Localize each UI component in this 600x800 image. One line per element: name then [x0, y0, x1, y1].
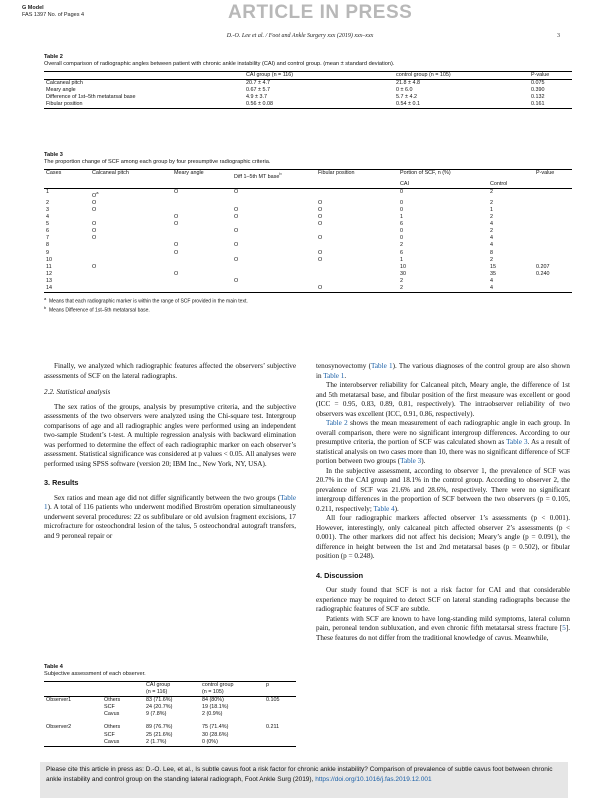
table-cell: 0.105 [266, 697, 280, 704]
paragraph: In the subjective assessment, according to observer 1, the prevalence of SCF was 20.7% in the CAI group and 18.1% in the control group. According to observer 2, the prevalence of SCF was 21.6% and 28.6%, respectively. There were no significant intergroup differences in the proportion of SCF between the two observers (p = 0.105, 0.211, respectively; Table 4). [316, 466, 570, 513]
table-cell: Fibular position [46, 101, 83, 108]
table-cell [232, 235, 316, 242]
table-row [44, 732, 296, 739]
table-3-link[interactable]: Table 3 [400, 457, 422, 465]
table-cell: 0 [400, 228, 403, 235]
table-cell [534, 188, 572, 199]
table-row [44, 214, 572, 221]
table-cell: 6 [400, 221, 403, 228]
table-cell: SCF [104, 704, 115, 711]
table-cell [172, 278, 232, 285]
table-row [44, 207, 572, 214]
paragraph: tenosynovectomy (Table 1). The various diagnoses of the control group are also shown in Table 1. [316, 362, 570, 380]
table-row [44, 94, 572, 101]
table-cell: O [318, 249, 323, 256]
table-cell [316, 242, 398, 249]
table-row [44, 257, 572, 264]
table-cell: O [92, 235, 97, 242]
table-cell [232, 271, 316, 278]
table-cell: 0 ± 6.0 [396, 87, 413, 94]
table-cell: O [92, 228, 97, 235]
table-cell: 5.7 ± 4.2 [396, 94, 417, 101]
table-header-row [44, 682, 296, 690]
table-cell: O [92, 206, 97, 213]
gmodel-label: G Model [22, 5, 44, 11]
table-cell: 75 (71.4%) [202, 724, 229, 731]
table-4-grid [44, 681, 296, 747]
table-cell: 4 [490, 277, 493, 284]
table-row [44, 221, 572, 228]
table-cell: 10 [46, 256, 52, 263]
table-cell: Calcaneal pitch [46, 80, 83, 87]
table-cell: O [318, 214, 323, 221]
table-cell: O [234, 188, 239, 195]
journal-meta [22, 5, 84, 18]
table-3-grid [44, 169, 572, 293]
table-cell [90, 257, 172, 264]
table-cell: O [234, 228, 239, 235]
table-row [44, 697, 296, 705]
table-row [44, 704, 296, 711]
table-header-cell: control group (n = 105) [396, 72, 451, 78]
table-cell: O [92, 199, 97, 206]
table-cell: O [234, 277, 239, 284]
table-header-cell: Cases [46, 170, 62, 176]
table-cell: 83 (71.6%) [146, 697, 173, 704]
table-cell: 4 [490, 285, 493, 291]
table-cell [90, 214, 172, 221]
table-cell [232, 221, 316, 228]
table-cell: Others [104, 724, 121, 731]
journal-code: FAS 1397 No. of Pages 4 [22, 11, 85, 18]
table-cell: 2 (1.7%) [146, 738, 167, 745]
table-cell [534, 257, 572, 264]
table-cell: O [174, 249, 179, 256]
table-cell: 1 [490, 206, 493, 213]
table-row [44, 278, 572, 285]
table-row [44, 271, 572, 278]
table-header-row [44, 170, 572, 181]
paragraph: All four radiographic markers affected observer 1’s assessments (p < 0.001). However, interestingly, only calcaneal pitch affected observer 2’s assessments (p < 0.001). The other markers did not affect his decision; Meary’s angle (p = 0.091), the difference in height between the 1st and 2nd metatarsal bases (p = 0.502), or fibular position (p = 0.248). [316, 514, 570, 560]
table-cell: 2 [400, 285, 403, 291]
table-cell: 0.207 [536, 263, 550, 270]
table-cell [534, 207, 572, 214]
table-cell [264, 704, 296, 711]
table-cell [316, 188, 398, 199]
table-cell: 2 [400, 277, 403, 284]
table-cell: Difference of 1st–5th metatarsal base [46, 94, 136, 101]
table-header-cell: CAI [400, 180, 409, 187]
table-cell: O [318, 221, 323, 228]
table-2-link[interactable]: Table 2 [326, 419, 348, 427]
running-head: D.-O. Lee et al. / Foot and Ankle Surgery xxx (2019) xxx–xxx [226, 33, 374, 39]
paragraph: Table 2 shows the mean measurement of each radiographic angle in each group. In overall comparison, there were no significant intergroup differences. According to our presumptive criteria, the portion of SCF was calculated shown as Table 3. As a result of statistical analysis on two cases more than 10, there was no significant difference of SCF portion between two groups (Table 3). [316, 419, 570, 465]
table-cell [232, 264, 316, 271]
table-cell: O [234, 206, 239, 213]
doi-link[interactable]: https://doi.org/10.1016/j.fas.2019.12.001 [315, 775, 432, 783]
paragraph: Our study found that SCF is not a risk factor for CAI and that considerable experience may be required to detect SCF on lateral standing radiographs because the radiographic features of SCF are subtle. [316, 586, 570, 613]
table-cell: 0.56 ± 0.08 [246, 101, 273, 108]
table-cell: 0 [400, 235, 403, 242]
table-row [44, 188, 572, 199]
table-header-cell: p [266, 682, 269, 688]
table-header-cell: control group [202, 682, 234, 688]
table-header-cell: (n = 105) [202, 689, 224, 696]
table-cell: 2 [490, 188, 493, 195]
table-cell: 0.132 [531, 94, 545, 101]
table-cell: 2 (0.9%) [202, 711, 223, 718]
section-heading-results: 3. Results [44, 478, 79, 487]
table-cell: O [318, 199, 323, 206]
table-row [44, 739, 296, 747]
table-cell [534, 250, 572, 257]
table-cell: Observer2 [46, 724, 72, 731]
table-cell [264, 739, 296, 747]
table-cell: 1 [46, 188, 49, 195]
table-row [44, 101, 572, 109]
table-row [44, 80, 572, 88]
table-cell: 6 [400, 249, 403, 256]
table-row [44, 285, 572, 293]
table-cell: 4 [490, 235, 493, 242]
table-cell: 4 [46, 214, 49, 221]
table-header-cell: Meary angle [174, 170, 204, 176]
table-cell: Cavus [104, 738, 120, 745]
table-cell: O [174, 270, 179, 277]
table-cell: 0.390 [531, 87, 545, 94]
table-cell: 30 [400, 270, 406, 277]
table-3-link[interactable]: Table 3 [506, 438, 528, 446]
table-cell: 8 [490, 249, 493, 256]
table-cell [172, 264, 232, 271]
table-cell: 1 [400, 214, 403, 221]
table-cell: O [92, 263, 97, 270]
table-cell: 4.9 ± 3.7 [246, 94, 267, 101]
section-heading-statistical: 2.2. Statistical analysis [44, 388, 111, 396]
table-cell: 11 [46, 263, 52, 270]
table-cell: 2 [490, 214, 493, 221]
table-header-cell: Diff 1–5th MT base$^b$ [234, 171, 282, 180]
table-4-caption: Subjective assessment of each observer. [44, 671, 146, 677]
table-cell: 4 [490, 242, 493, 249]
table-cell: O [234, 242, 239, 249]
table-cell [172, 200, 232, 207]
table-cell: 14 [46, 285, 52, 291]
table-cell: O [318, 285, 323, 291]
table-row [44, 264, 572, 271]
table-cell [316, 278, 398, 285]
table-3-label: Table 3 [44, 152, 63, 158]
table-cell: O [318, 256, 323, 263]
table-header-cell [44, 72, 244, 80]
table-cell: O [318, 235, 323, 242]
table-cell: O [234, 214, 239, 221]
paragraph: Finally, we analyzed which radiographic features affected the observers’ subjective assessments of SCF on the lateral radiographs. [44, 362, 296, 380]
table-row [44, 250, 572, 257]
paragraph: Sex ratios and mean age did not differ significantly between the two groups (Table 1). A total of 116 patients who underwent modified Broström operation simultaneously underwent several procedures: 22 os subfibulare or old avulsion fragment excisions, 17 microfracture for osteochondral lesion of the talus, 5 osteochondral autograft transfers, and 9 peroneal repair or [44, 493, 296, 540]
table-cell: 8 [46, 242, 49, 249]
table-cell: Cavus [104, 711, 120, 718]
table-header-cell: Calcaneal pitch [92, 170, 129, 176]
table-cell [90, 285, 172, 293]
table-cell [316, 228, 398, 235]
table-cell [264, 732, 296, 739]
table-cell: 15 [490, 263, 496, 270]
paragraph: The interobserver reliability for Calcaneal pitch, Meary angle, the difference of 1st and 5th metatarsal base, and fibular position of the first measure was excellent or good (ICC = 0.95, 0.83, 0.89, 0.81, respectively). The intraobserver reliability of two observers was excellent (ICC, 0.91, 0.86, respectively). [316, 381, 570, 418]
table-cell: SCF [104, 731, 115, 738]
table-cell: 5 [46, 221, 49, 228]
table-cell [172, 228, 232, 235]
table-3-caption: The proportion change of SCF among each group by four presumptive radiographic criteria. [44, 159, 271, 165]
table-cell [172, 285, 232, 293]
table-cell: 0 [400, 206, 403, 213]
table-subheader-row [44, 689, 296, 697]
table-cell: 10 [400, 263, 406, 270]
table-row [44, 711, 296, 718]
table-cell: 24 (20.7%) [146, 704, 173, 711]
table-cell [44, 732, 102, 739]
table-row [44, 200, 572, 207]
table-cell: 25 (21.6%) [146, 731, 173, 738]
table-row [44, 242, 572, 249]
table-cell [44, 739, 102, 747]
table-cell: Others [104, 697, 121, 704]
table-1-link[interactable]: Table 1 [323, 371, 345, 380]
table-2-label: Table 2 [44, 54, 63, 60]
paragraph: The sex ratios of the groups, analysis by presumptive criteria, and the subjective assessments of the two observers were analyzed using the Chi-square test. Intergroup comparisons of age and all radiographic angles were performed using an independent two-sample Student’s t-test. A multiple regression analysis with backward elimination was performed to determine the effect of each radiographic marker on each observer’s assessment. Statistical significance was considered at p values < 0.05. All analyses were performed using SPSS software (version 20; IBM Inc., New York, NY, USA). [44, 402, 296, 468]
table-2 [44, 54, 572, 109]
table-cell: O [174, 188, 179, 195]
table-cell: 3 [46, 206, 49, 213]
paragraph: Patients with SCF are known to have long-standing mild symptoms, lateral column pain, peroneal tendon subluxation, and even chronic fifth metatarsal stress fracture [5]. These features do not differ from the traditional knowledge of cavus. Meanwhile, [316, 614, 570, 642]
table-cell: 9 [46, 249, 49, 256]
table-cell: O [174, 221, 179, 228]
table-row [44, 235, 572, 242]
table-row [44, 87, 572, 94]
right-column [316, 362, 570, 643]
table-cell: 4 [490, 221, 493, 228]
table-cell: 0.211 [266, 724, 280, 731]
table-cell: 2 [490, 228, 493, 235]
table-3-footnotes: $^a$ Means that each radiographic marker is within the range of SCF provided in the main text. $^b$ Means Difference of 1st–5th metatarsal base. [44, 296, 248, 314]
table-cell [534, 278, 572, 285]
table-cell [90, 250, 172, 257]
table-cell [534, 214, 572, 221]
table-2-caption: Overall comparison of radiographic angles between patient with chronic ankle instability (CAI) and control group. (mean ± standard deviation). [44, 61, 395, 67]
table-cell: 12 [46, 270, 52, 277]
table-header-cell: (n = 116) [146, 689, 168, 696]
table-4-link[interactable]: Table 4 [373, 504, 395, 513]
table-cell [316, 264, 398, 271]
table-cell: 7 [46, 235, 49, 242]
citation-box [40, 762, 568, 798]
table-cell [534, 200, 572, 207]
table-cell: 0 (0%) [202, 738, 218, 745]
table-cell: 0.161 [531, 101, 545, 108]
table-cell: 2 [400, 242, 403, 249]
table-3 [44, 152, 572, 314]
section-heading-discussion: 4. Discussion [316, 570, 364, 580]
table-cell: 1 [400, 256, 403, 263]
footnote-a: Means that each radiographic marker is within the range of SCF provided in the main text. [49, 298, 248, 305]
page-number: 3 [557, 33, 560, 39]
table-cell [316, 271, 398, 278]
table-cell: 0 [400, 188, 403, 195]
table-row [44, 228, 572, 235]
table-cell: 6 [46, 228, 49, 235]
table-cell: 21.8 ± 4.8 [396, 80, 420, 87]
table-header-cell: P-value [536, 170, 555, 176]
table-subheader-row [44, 181, 572, 189]
table-cell: 35 [490, 270, 496, 277]
reference-link[interactable]: 5 [562, 624, 566, 632]
table-2-grid [44, 71, 572, 109]
table-cell: 0.67 ± 5.7 [246, 87, 270, 94]
article-in-press-banner: ARTICLE IN PRESS [228, 2, 413, 23]
table-cell: $O^a$ [92, 189, 99, 199]
citation-text: Please cite this article in press as: D.-O. Lee, et al., Is subtle cavus foot a risk factor for chronic ankle instability? Comparison of prevalence of subtle cavus foot between chronic ankle instability and control group on the standing lateral radiograph, Foot Ankle Surg (2019), [46, 766, 553, 783]
table-cell: 89 (76.7%) [146, 724, 173, 731]
table-header-row [44, 72, 572, 80]
left-column [44, 362, 296, 541]
table-cell: Meary angle [46, 87, 76, 94]
table-cell: 19 (18.1%) [202, 704, 229, 711]
table-cell: 2 [490, 256, 493, 263]
table-cell [90, 271, 172, 278]
table-cell: O [92, 221, 97, 228]
table-cell [90, 242, 172, 249]
table-cell [534, 242, 572, 249]
table-cell [264, 711, 296, 718]
table-4 [44, 664, 296, 747]
footnote-b: Means Difference of 1st–5th metatarsal base. [49, 307, 150, 314]
table-cell [534, 228, 572, 235]
table-cell [232, 200, 316, 207]
table-header-cell: CAI group [146, 682, 171, 688]
table-cell [172, 257, 232, 264]
table-cell [232, 250, 316, 257]
table-cell: 30 (28.6%) [202, 731, 229, 738]
table-cell: 20.7 ± 4.7 [246, 80, 270, 87]
table-cell [534, 285, 572, 293]
table-cell [232, 285, 316, 293]
table-cell [90, 278, 172, 285]
table-cell [534, 235, 572, 242]
table-cell: 0.240 [536, 270, 550, 277]
table-4-label: Table 4 [44, 664, 63, 670]
table-1-link[interactable]: Table 1 [44, 493, 296, 511]
table-cell [44, 711, 102, 718]
table-cell [172, 207, 232, 214]
table-cell: O [174, 242, 179, 249]
table-cell: O [174, 214, 179, 221]
table-header-cell: CAI group (n = 116) [246, 72, 294, 78]
table-cell: O [234, 256, 239, 263]
table-header-cell: Portion of SCF, n (%) [400, 170, 451, 176]
table-cell: 13 [46, 277, 52, 284]
table-header-cell: Fibular position [318, 170, 355, 176]
table-cell: 9 (7.8%) [146, 711, 167, 718]
table-cell: Observer1 [46, 697, 72, 704]
table-cell: 0 [400, 199, 403, 206]
table-header-cell: Control [490, 180, 508, 187]
table-cell: 0.075 [531, 80, 545, 87]
table-cell: O [318, 206, 323, 213]
table-cell [44, 704, 102, 711]
table-row [44, 724, 296, 731]
table-cell [534, 221, 572, 228]
table-cell: 0.54 ± 0.1 [396, 101, 420, 108]
table-cell: 2 [490, 199, 493, 206]
table-cell: 2 [46, 199, 49, 206]
table-cell [172, 235, 232, 242]
table-1-link[interactable]: Table 1 [371, 362, 393, 370]
table-header-cell: P-value [531, 72, 550, 78]
table-cell: 84 (80%) [202, 697, 224, 704]
